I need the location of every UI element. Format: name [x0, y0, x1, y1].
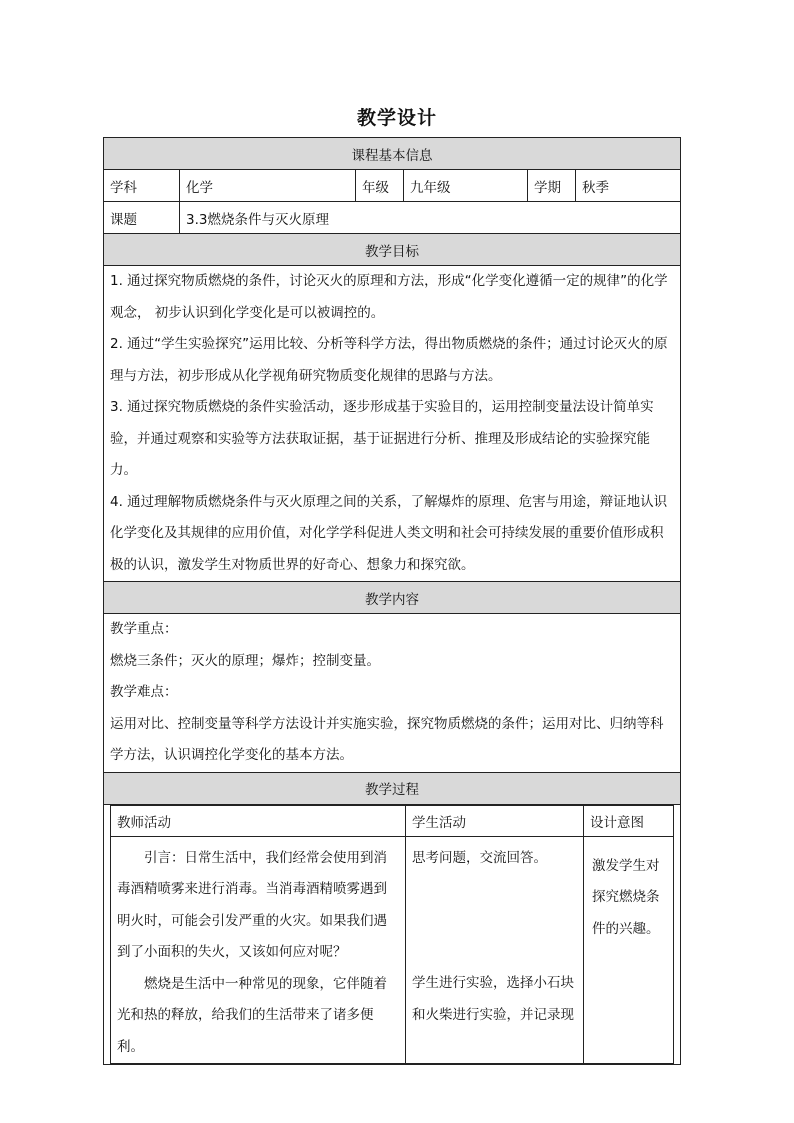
goals-body [104, 266, 681, 582]
basic-info-header: 课程基本信息 [104, 138, 681, 170]
teacher-intro-text: 引言：日常生活中，我们经常会使用到消毒酒精喷雾来进行消毒。当消毒酒精喷雾遇到明火时，可能会引发严重的火灾。如果我们遇到了小面积的失火，又该如何应对呢？ [117, 849, 387, 960]
subject-value: 化学 [180, 170, 356, 202]
teacher-combustion-text: 燃烧是生活中一种常见的现象，它伴随着光和热的释放，给我们的生活带来了诸多便利。 [117, 975, 387, 1055]
goals-header: 教学目标 [104, 234, 681, 266]
content-header: 教学内容 [104, 582, 681, 614]
subject-label: 学科 [104, 170, 180, 202]
col-teacher-activity: 教师活动 [111, 805, 406, 836]
difficulty-text: 运用对比、控制变量等科学方法设计并实施实验，探究物质燃烧的条件；运用对比、归纳等科学方法，认识调控化学变化的基本方法。 [110, 715, 664, 763]
design-purpose-text: 激发学生对探究燃烧条件的兴趣。 [592, 857, 660, 937]
col-design-purpose: 设计意图 [584, 805, 674, 836]
key-points-text: 燃烧三条件；灭火的原理；爆炸；控制变量。 [110, 652, 380, 669]
lesson-plan-table [103, 137, 681, 1065]
difficulty-label: 教学难点： [110, 684, 178, 700]
goal-item-4: 4. 通过理解物质燃烧条件与灭火原理之间的关系，了解爆炸的原理、危害与用途，辩证地认识化学变化及其规律的应用价值，对化学学科促进人类文明和社会可持续发展的重要价值形成积极的认识，激发学生对物质世界的好奇心、想象力和探究欲。 [110, 493, 668, 573]
process-body [104, 804, 681, 1065]
term-value: 秋季 [576, 170, 681, 202]
student-response-text: 思考问题，交流回答。 [412, 849, 547, 866]
teacher-activity-cell [111, 836, 406, 1064]
process-table [110, 805, 674, 1065]
process-header: 教学过程 [104, 772, 681, 804]
content-body [104, 614, 681, 773]
term-label: 学期 [528, 170, 576, 202]
goal-item-2: 2. 通过“学生实验探究”运用比较、分析等科学方法，得出物质燃烧的条件；通过讨论灭火的原理与方法，初步形成从化学视角研究物质变化规律的思路与方法。 [110, 336, 668, 384]
grade-label: 年级 [356, 170, 404, 202]
design-purpose-cell [584, 836, 674, 1064]
student-experiment-text: 学生进行实验，选择小石块和火柴进行实验，并记录现 [412, 975, 574, 1023]
page-title: 教学设计 [356, 107, 437, 129]
topic-value: 3.3燃烧条件与灭火原理 [180, 202, 681, 234]
goal-item-1: 1. 通过探究物质燃烧的条件，讨论灭火的原理和方法，形成“化学变化遵循一定的规律”的化学观念， 初步认识到化学变化是可以被调控的。 [110, 273, 668, 321]
topic-label: 课题 [104, 202, 180, 234]
key-points-label: 教学重点： [110, 621, 178, 637]
col-student-activity: 学生活动 [406, 805, 584, 836]
student-activity-cell [406, 836, 584, 1064]
lesson-plan-sheet [103, 137, 680, 1065]
grade-value: 九年级 [404, 170, 528, 202]
goal-item-3: 3. 通过探究物质燃烧的条件实验活动，逐步形成基于实验目的，运用控制变量法设计简单实验，并通过观察和实验等方法获取证据，基于证据进行分析、推理及形成结论的实验探究能力。 [110, 399, 654, 478]
